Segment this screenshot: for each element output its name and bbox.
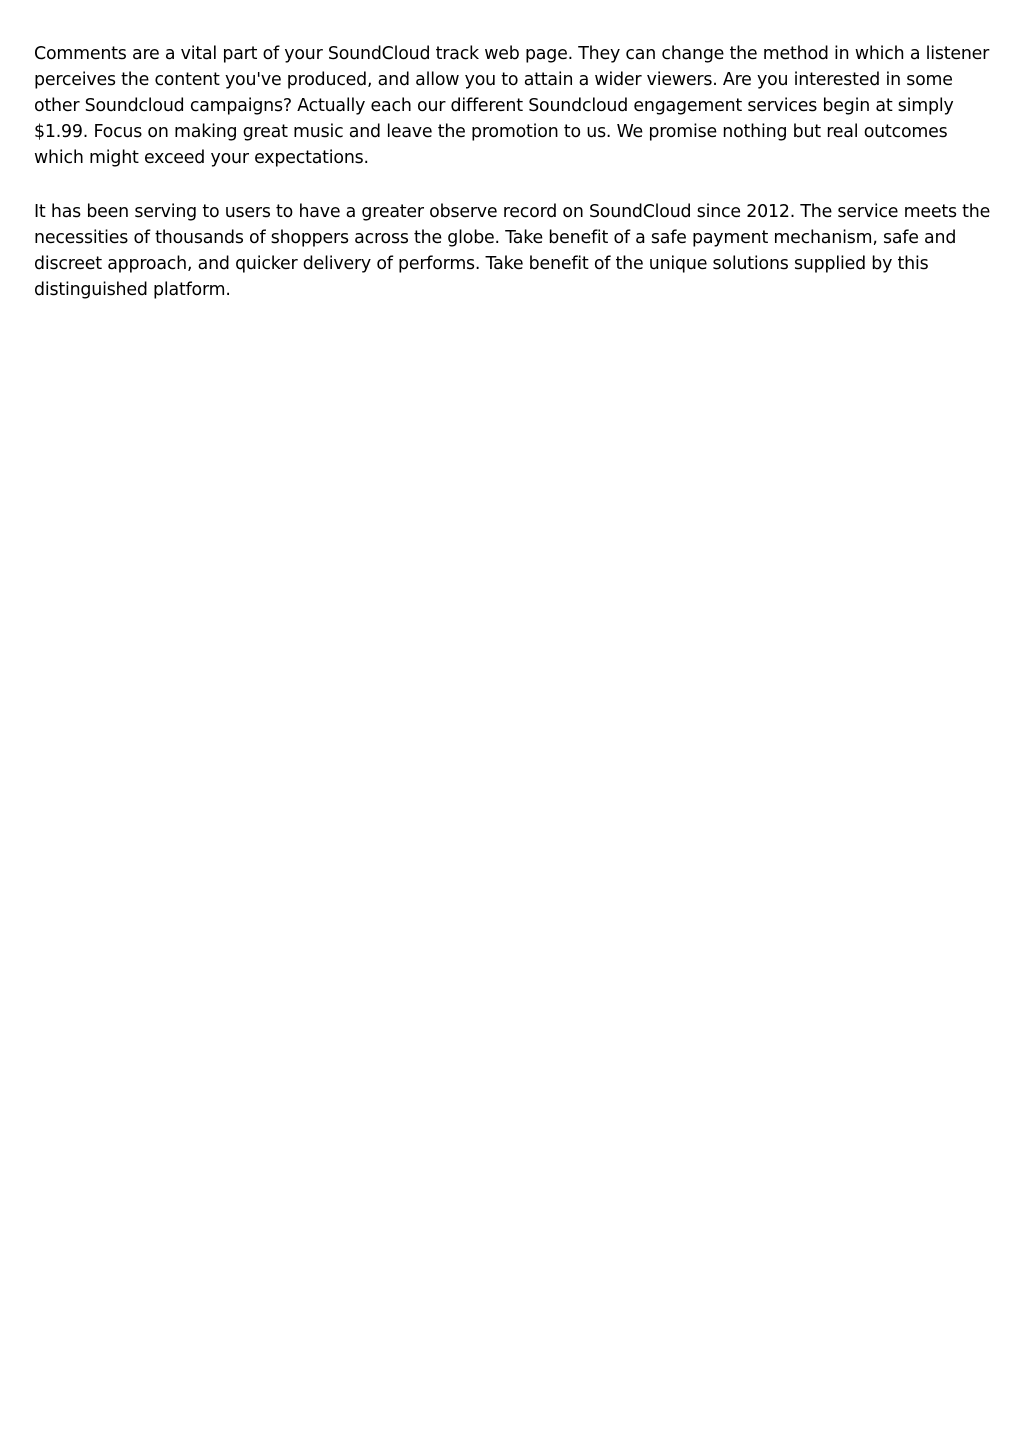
- paragraph-1: Comments are a vital part of your SoundCloud track web page. They can change the method in which a listener perceives the content you've produced, and allow you to attain a wider viewers. Are you interested in some other Soundcloud campaigns? Actually each our different Soundcloud engagement services begin at simply $1.99. Focus on making great music and leave the promotion to us. We promise nothing but real outcomes which might exceed your expectations.: [34, 44, 990, 168]
- paragraph-2: It has been serving to users to have a greater observe record on SoundCloud since 2012. The service meets the necessities of thousands of shoppers across the globe. Take benefit of a safe payment mechanism, safe and discreet approach, and quicker delivery of performs. Take benefit of the unique solutions supplied by this distinguished platform.: [34, 202, 991, 300]
- document-body: [34, 41, 994, 331]
